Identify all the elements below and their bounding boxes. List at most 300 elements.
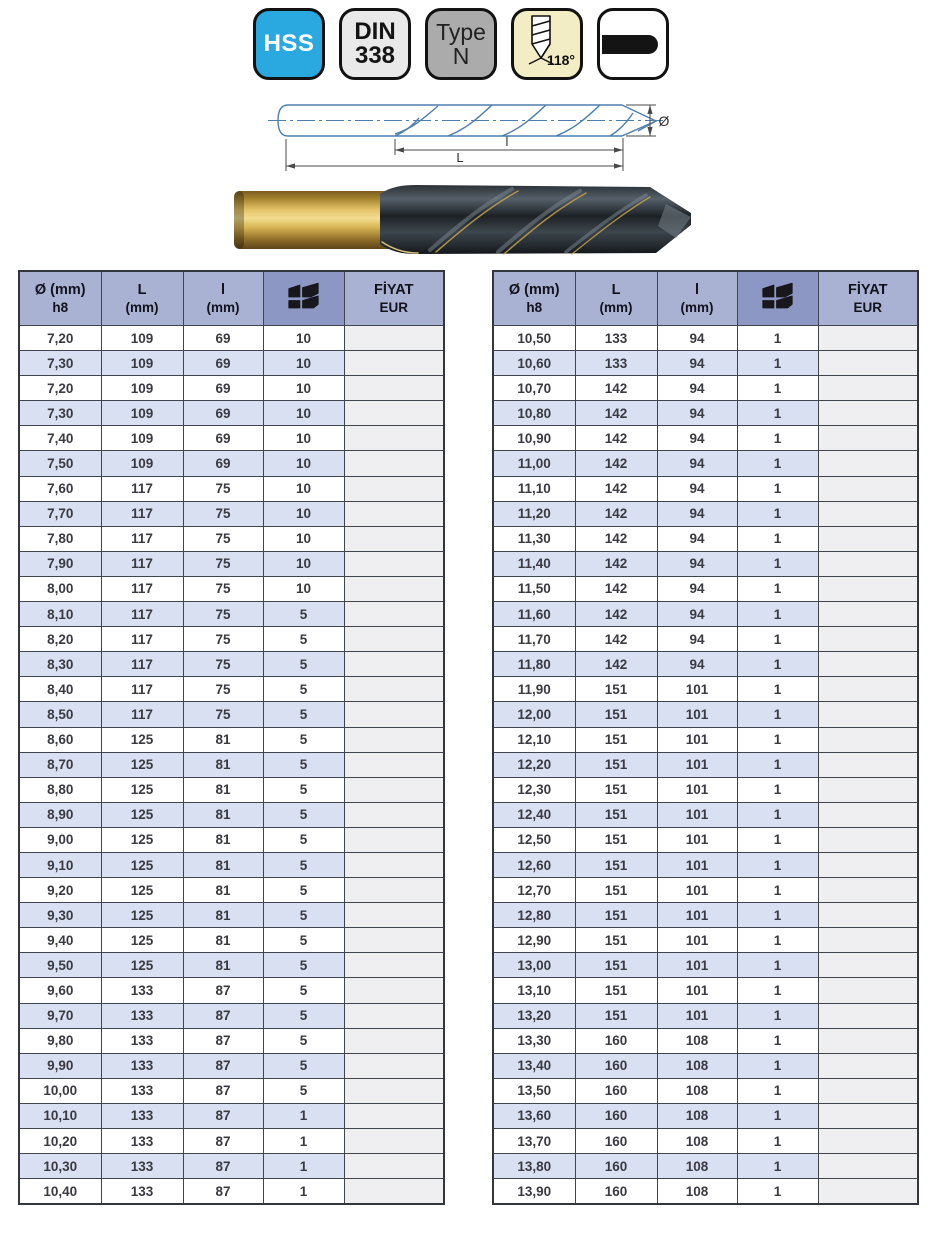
- column-header: [493, 271, 575, 326]
- cell-diameter: 9,80: [19, 1028, 101, 1053]
- column-header: [183, 271, 263, 326]
- column-header-line1: Ø (mm): [508, 281, 560, 298]
- cell-diameter: 10,80: [493, 401, 575, 426]
- table-row: [19, 1129, 444, 1154]
- cell-total-length: 151: [575, 777, 657, 802]
- cell-diameter: 7,60: [19, 476, 101, 501]
- cell-price: [344, 426, 444, 451]
- cell-diameter: 8,60: [19, 727, 101, 752]
- cell-pack-qty: 1: [737, 727, 818, 752]
- cell-flute-length: 101: [657, 953, 737, 978]
- cell-diameter: 9,40: [19, 928, 101, 953]
- cell-total-length: 160: [575, 1103, 657, 1128]
- table-row: [19, 1078, 444, 1103]
- cell-flute-length: 81: [183, 852, 263, 877]
- cell-price: [344, 351, 444, 376]
- table-row: [493, 602, 918, 627]
- cell-total-length: 142: [575, 476, 657, 501]
- cell-flute-length: 94: [657, 602, 737, 627]
- cell-pack-qty: 5: [263, 978, 344, 1003]
- cell-total-length: 133: [101, 1003, 183, 1028]
- cell-total-length: 125: [101, 752, 183, 777]
- table-row: [19, 351, 444, 376]
- cell-pack-qty: 1: [737, 501, 818, 526]
- table-row: [19, 802, 444, 827]
- cell-total-length: 109: [101, 351, 183, 376]
- cell-price: [344, 802, 444, 827]
- cell-pack-qty: 1: [737, 476, 818, 501]
- cell-diameter: 7,20: [19, 326, 101, 351]
- cell-flute-length: 75: [183, 551, 263, 576]
- cell-flute-length: 94: [657, 501, 737, 526]
- cell-flute-length: 108: [657, 1103, 737, 1128]
- cell-flute-length: 94: [657, 451, 737, 476]
- cell-total-length: 125: [101, 727, 183, 752]
- cell-flute-length: 75: [183, 576, 263, 601]
- cell-flute-length: 69: [183, 426, 263, 451]
- cell-flute-length: 69: [183, 351, 263, 376]
- cell-pack-qty: 1: [737, 953, 818, 978]
- cell-pack-qty: 1: [737, 677, 818, 702]
- cell-diameter: 9,20: [19, 878, 101, 903]
- cell-price: [344, 627, 444, 652]
- cell-total-length: 133: [101, 1129, 183, 1154]
- column-header-line2: h8: [526, 299, 543, 315]
- table-row: [493, 526, 918, 551]
- cell-price: [344, 451, 444, 476]
- cell-diameter: 13,00: [493, 953, 575, 978]
- cell-pack-qty: 5: [263, 677, 344, 702]
- table-row: [19, 752, 444, 777]
- column-header-line1: FİYAT: [848, 281, 888, 298]
- cell-total-length: 109: [101, 401, 183, 426]
- cell-diameter: 8,10: [19, 602, 101, 627]
- cell-pack-qty: 1: [737, 1179, 818, 1205]
- table-row: [19, 376, 444, 401]
- cell-diameter: 12,10: [493, 727, 575, 752]
- cell-pack-qty: 5: [263, 777, 344, 802]
- column-header-line1: FİYAT: [374, 281, 414, 298]
- cell-flute-length: 101: [657, 852, 737, 877]
- cell-total-length: 133: [575, 326, 657, 351]
- table-row: [493, 1003, 918, 1028]
- cell-flute-length: 101: [657, 878, 737, 903]
- cell-total-length: 151: [575, 702, 657, 727]
- technical-drawing: [264, 92, 674, 180]
- cell-total-length: 125: [101, 777, 183, 802]
- cell-price: [344, 777, 444, 802]
- cell-pack-qty: 1: [737, 777, 818, 802]
- cell-total-length: 125: [101, 953, 183, 978]
- cell-price: [344, 652, 444, 677]
- cell-price: [344, 953, 444, 978]
- cell-pack-qty: 1: [737, 401, 818, 426]
- table-row: [493, 702, 918, 727]
- cell-total-length: 117: [101, 476, 183, 501]
- cell-total-length: 160: [575, 1053, 657, 1078]
- table-row: [19, 1028, 444, 1053]
- table-row: [493, 1078, 918, 1103]
- table-row: [19, 401, 444, 426]
- cell-diameter: 10,50: [493, 326, 575, 351]
- column-header: [19, 271, 101, 326]
- cell-diameter: 11,90: [493, 677, 575, 702]
- cell-pack-qty: 5: [263, 602, 344, 627]
- cell-diameter: 7,90: [19, 551, 101, 576]
- column-header-line2: EUR: [853, 299, 882, 315]
- cell-diameter: 12,70: [493, 878, 575, 903]
- cell-total-length: 117: [101, 526, 183, 551]
- table-row: [493, 1129, 918, 1154]
- cell-price: [818, 1103, 918, 1128]
- table-row: [19, 878, 444, 903]
- cell-pack-qty: 5: [263, 928, 344, 953]
- cell-total-length: 151: [575, 827, 657, 852]
- cell-price: [344, 476, 444, 501]
- cell-diameter: 7,40: [19, 426, 101, 451]
- table-row: [493, 1103, 918, 1128]
- cell-total-length: 133: [101, 1179, 183, 1205]
- cell-diameter: 12,80: [493, 903, 575, 928]
- cell-pack-qty: 5: [263, 802, 344, 827]
- cell-flute-length: 75: [183, 501, 263, 526]
- cell-flute-length: 87: [183, 1028, 263, 1053]
- cell-flute-length: 108: [657, 1129, 737, 1154]
- table-row: [493, 351, 918, 376]
- cell-total-length: 133: [101, 1028, 183, 1053]
- cell-pack-qty: 10: [263, 576, 344, 601]
- cell-total-length: 142: [575, 627, 657, 652]
- cell-flute-length: 101: [657, 752, 737, 777]
- table-row: [19, 953, 444, 978]
- table-row: [493, 802, 918, 827]
- cell-total-length: 125: [101, 827, 183, 852]
- cell-diameter: 13,60: [493, 1103, 575, 1128]
- cell-price: [818, 802, 918, 827]
- cell-diameter: 7,50: [19, 451, 101, 476]
- cell-diameter: 12,50: [493, 827, 575, 852]
- cell-price: [818, 827, 918, 852]
- cell-price: [818, 551, 918, 576]
- cell-total-length: 151: [575, 953, 657, 978]
- cell-flute-length: 69: [183, 326, 263, 351]
- cell-pack-qty: 5: [263, 953, 344, 978]
- cell-flute-length: 75: [183, 652, 263, 677]
- cell-price: [344, 928, 444, 953]
- cell-price: [818, 326, 918, 351]
- cell-pack-qty: 5: [263, 903, 344, 928]
- table-row: [19, 1179, 444, 1205]
- type-label-line1: Type: [436, 18, 486, 45]
- cell-flute-length: 69: [183, 376, 263, 401]
- cell-diameter: 7,70: [19, 501, 101, 526]
- table-row: [493, 727, 918, 752]
- cell-total-length: 133: [101, 1078, 183, 1103]
- cell-diameter: 11,00: [493, 451, 575, 476]
- cell-total-length: 117: [101, 551, 183, 576]
- cell-price: [344, 576, 444, 601]
- cell-total-length: 151: [575, 978, 657, 1003]
- cell-diameter: 11,40: [493, 551, 575, 576]
- cell-flute-length: 81: [183, 802, 263, 827]
- table-row: [19, 777, 444, 802]
- point-angle-badge: [511, 8, 583, 80]
- badge-row: [253, 8, 669, 80]
- cell-flute-length: 75: [183, 476, 263, 501]
- cell-total-length: 151: [575, 852, 657, 877]
- cell-pack-qty: 1: [737, 878, 818, 903]
- cell-flute-length: 94: [657, 351, 737, 376]
- cell-flute-length: 94: [657, 551, 737, 576]
- cell-diameter: 7,20: [19, 376, 101, 401]
- cell-flute-length: 108: [657, 1053, 737, 1078]
- table-row: [493, 852, 918, 877]
- cell-price: [818, 1078, 918, 1103]
- cell-diameter: 7,30: [19, 401, 101, 426]
- cell-price: [344, 752, 444, 777]
- cell-flute-length: 87: [183, 978, 263, 1003]
- cell-price: [818, 777, 918, 802]
- cell-flute-length: 101: [657, 978, 737, 1003]
- cell-diameter: 8,20: [19, 627, 101, 652]
- cell-flute-length: 101: [657, 928, 737, 953]
- cylindrical-shank-icon: [602, 35, 658, 54]
- cell-price: [344, 852, 444, 877]
- cell-diameter: 13,70: [493, 1129, 575, 1154]
- cell-diameter: 8,30: [19, 652, 101, 677]
- table-row: [493, 426, 918, 451]
- table-row: [493, 1053, 918, 1078]
- cell-pack-qty: 1: [737, 652, 818, 677]
- cell-total-length: 151: [575, 752, 657, 777]
- cell-pack-qty: 10: [263, 351, 344, 376]
- cell-pack-qty: 5: [263, 1053, 344, 1078]
- cell-diameter: 11,30: [493, 526, 575, 551]
- cell-total-length: 142: [575, 401, 657, 426]
- cell-total-length: 160: [575, 1154, 657, 1179]
- cell-flute-length: 87: [183, 1154, 263, 1179]
- cell-diameter: 7,80: [19, 526, 101, 551]
- cell-total-length: 125: [101, 903, 183, 928]
- cell-diameter: 12,00: [493, 702, 575, 727]
- cell-diameter: 9,60: [19, 978, 101, 1003]
- cell-price: [818, 376, 918, 401]
- table-row: [19, 426, 444, 451]
- cell-pack-qty: 5: [263, 827, 344, 852]
- cell-diameter: 13,50: [493, 1078, 575, 1103]
- cell-total-length: 151: [575, 928, 657, 953]
- table-row: [19, 526, 444, 551]
- table-row: [19, 576, 444, 601]
- cell-diameter: 10,00: [19, 1078, 101, 1103]
- cell-pack-qty: 5: [263, 702, 344, 727]
- cell-flute-length: 108: [657, 1078, 737, 1103]
- cell-total-length: 142: [575, 602, 657, 627]
- table-row: [493, 953, 918, 978]
- cell-total-length: 142: [575, 576, 657, 601]
- type-n-badge: [425, 8, 497, 80]
- cell-price: [818, 652, 918, 677]
- cell-price: [818, 1028, 918, 1053]
- column-header: [818, 271, 918, 326]
- cell-diameter: 13,40: [493, 1053, 575, 1078]
- cell-pack-qty: 1: [737, 1078, 818, 1103]
- din-label-line1: DIN: [354, 18, 396, 46]
- cell-flute-length: 94: [657, 526, 737, 551]
- cell-pack-qty: 1: [737, 752, 818, 777]
- column-header: [575, 271, 657, 326]
- cell-total-length: 160: [575, 1179, 657, 1205]
- cell-flute-length: 101: [657, 827, 737, 852]
- cell-total-length: 133: [101, 978, 183, 1003]
- cell-price: [344, 326, 444, 351]
- cell-total-length: 151: [575, 903, 657, 928]
- cell-pack-qty: 1: [737, 1003, 818, 1028]
- cell-flute-length: 81: [183, 827, 263, 852]
- column-header-line2: (mm): [599, 299, 633, 315]
- cell-pack-qty: 10: [263, 376, 344, 401]
- cell-flute-length: 75: [183, 702, 263, 727]
- cell-pack-qty: 5: [263, 627, 344, 652]
- din-label-line2: 338: [354, 42, 396, 69]
- table-row: [493, 903, 918, 928]
- cell-flute-length: 101: [657, 727, 737, 752]
- cell-pack-qty: 1: [737, 903, 818, 928]
- cell-total-length: 151: [575, 677, 657, 702]
- cell-price: [818, 752, 918, 777]
- cell-price: [818, 978, 918, 1003]
- table-row: [19, 1103, 444, 1128]
- cell-diameter: 12,90: [493, 928, 575, 953]
- cell-price: [344, 551, 444, 576]
- cell-flute-length: 101: [657, 777, 737, 802]
- table-row: [19, 551, 444, 576]
- cell-price: [344, 677, 444, 702]
- cell-diameter: 8,40: [19, 677, 101, 702]
- cell-price: [818, 526, 918, 551]
- table-row: [19, 1003, 444, 1028]
- table-row: [19, 677, 444, 702]
- table-row: [19, 476, 444, 501]
- cell-price: [818, 677, 918, 702]
- table-row: [19, 827, 444, 852]
- cell-flute-length: 87: [183, 1179, 263, 1205]
- cell-pack-qty: 1: [263, 1103, 344, 1128]
- cell-diameter: 10,20: [19, 1129, 101, 1154]
- cell-price: [344, 1028, 444, 1053]
- cell-price: [344, 1078, 444, 1103]
- column-header-line2: h8: [52, 299, 69, 315]
- cell-diameter: 12,30: [493, 777, 575, 802]
- table-row: [493, 551, 918, 576]
- cell-pack-qty: 5: [263, 1028, 344, 1053]
- cell-diameter: 8,90: [19, 802, 101, 827]
- table-row: [19, 1154, 444, 1179]
- cell-diameter: 11,10: [493, 476, 575, 501]
- cell-pack-qty: 10: [263, 501, 344, 526]
- cell-pack-qty: 1: [737, 426, 818, 451]
- cell-flute-length: 69: [183, 451, 263, 476]
- cell-flute-length: 75: [183, 602, 263, 627]
- table-row: [19, 451, 444, 476]
- cell-total-length: 117: [101, 602, 183, 627]
- table-row: [19, 928, 444, 953]
- cell-pack-qty: 1: [737, 602, 818, 627]
- cell-diameter: 8,00: [19, 576, 101, 601]
- cell-pack-qty: 1: [737, 1129, 818, 1154]
- table-row: [493, 652, 918, 677]
- package-quantity-icon: [287, 282, 320, 310]
- column-header-line1: L: [137, 281, 147, 298]
- cell-price: [818, 1053, 918, 1078]
- table-row: [19, 652, 444, 677]
- cell-price: [344, 1154, 444, 1179]
- table-row: [19, 702, 444, 727]
- table-row: [493, 627, 918, 652]
- cell-pack-qty: 1: [263, 1179, 344, 1205]
- cell-diameter: 13,90: [493, 1179, 575, 1205]
- flute-length-label: l: [505, 134, 509, 149]
- cell-price: [818, 852, 918, 877]
- table-row: [19, 627, 444, 652]
- cell-pack-qty: 1: [737, 802, 818, 827]
- cell-pack-qty: 5: [263, 1078, 344, 1103]
- table-row: [493, 476, 918, 501]
- table-row: [19, 326, 444, 351]
- cell-total-length: 117: [101, 627, 183, 652]
- table-row: [493, 401, 918, 426]
- cell-diameter: 11,70: [493, 627, 575, 652]
- cell-flute-length: 75: [183, 627, 263, 652]
- cell-price: [818, 476, 918, 501]
- cell-price: [818, 501, 918, 526]
- cell-pack-qty: 5: [263, 752, 344, 777]
- cell-diameter: 13,20: [493, 1003, 575, 1028]
- cell-total-length: 117: [101, 576, 183, 601]
- cell-flute-length: 81: [183, 727, 263, 752]
- cell-price: [344, 401, 444, 426]
- cell-diameter: 9,10: [19, 852, 101, 877]
- cell-total-length: 160: [575, 1028, 657, 1053]
- table-row: [493, 501, 918, 526]
- cell-diameter: 13,10: [493, 978, 575, 1003]
- cell-pack-qty: 10: [263, 426, 344, 451]
- cell-price: [344, 376, 444, 401]
- cell-pack-qty: 1: [737, 1154, 818, 1179]
- table-row: [493, 1028, 918, 1053]
- cell-price: [818, 953, 918, 978]
- type-label-line2: N: [452, 43, 470, 69]
- cell-price: [818, 576, 918, 601]
- cell-flute-length: 108: [657, 1028, 737, 1053]
- cell-price: [344, 602, 444, 627]
- cell-price: [818, 1003, 918, 1028]
- point-angle-label: 118°: [546, 52, 575, 68]
- column-header-line1: l: [220, 281, 226, 298]
- cell-total-length: 160: [575, 1129, 657, 1154]
- cell-flute-length: 75: [183, 526, 263, 551]
- cell-flute-length: 81: [183, 777, 263, 802]
- cell-total-length: 117: [101, 501, 183, 526]
- cell-price: [818, 903, 918, 928]
- cell-flute-length: 81: [183, 928, 263, 953]
- cell-pack-qty: 10: [263, 401, 344, 426]
- cell-flute-length: 81: [183, 878, 263, 903]
- hss-badge: [253, 8, 325, 80]
- cell-total-length: 151: [575, 802, 657, 827]
- cell-flute-length: 81: [183, 953, 263, 978]
- cell-diameter: 9,70: [19, 1003, 101, 1028]
